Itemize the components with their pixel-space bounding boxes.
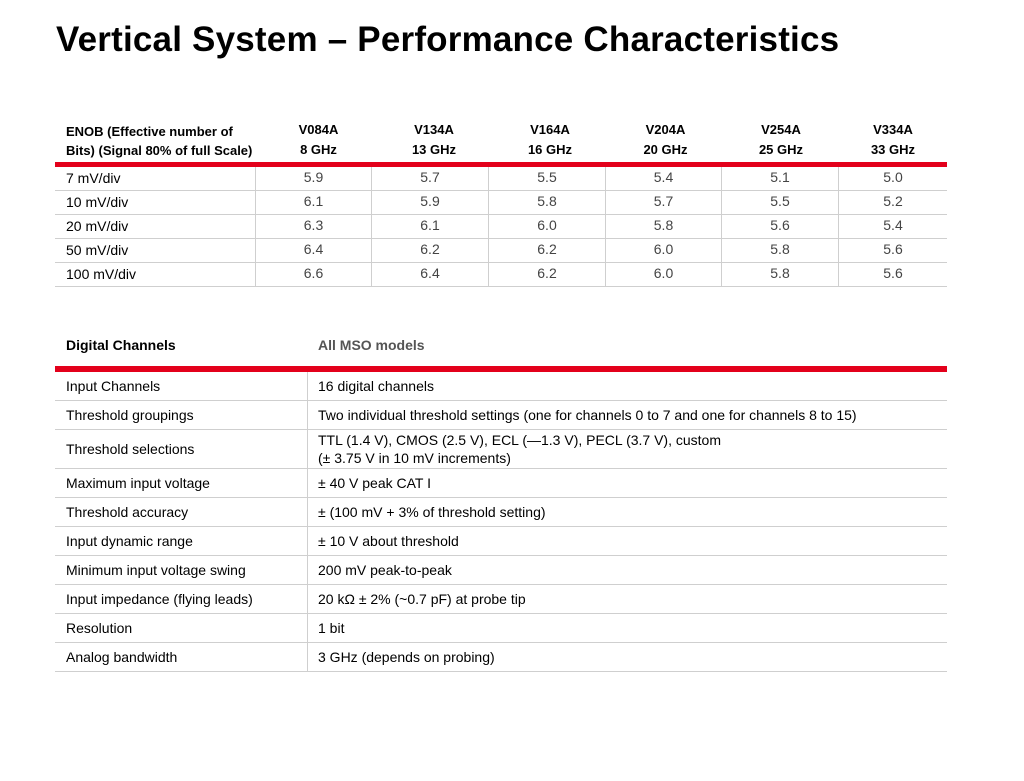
enob-value-cell: 5.2	[883, 193, 903, 209]
table-row	[55, 527, 947, 556]
table-row	[55, 191, 947, 215]
model-name: V134A	[414, 122, 454, 137]
model-column-header	[261, 118, 376, 162]
enob-value-cell: 5.8	[722, 239, 839, 262]
spec-key: Threshold accuracy	[55, 498, 308, 526]
enob-value-cell: 6.0	[606, 239, 722, 262]
spec-value-line: 20 kΩ ± 2% (~0.7 pF) at probe tip	[318, 591, 526, 607]
spec-value-line: ± 10 V about threshold	[318, 533, 459, 549]
spec-key: Maximum input voltage	[55, 469, 308, 497]
row-label: 10 mV/div	[55, 191, 256, 214]
enob-value-cell: 6.2	[489, 263, 606, 286]
model-name: V164A	[530, 122, 570, 137]
row-label: 7 mV/div	[55, 167, 256, 190]
enob-table	[55, 118, 947, 287]
enob-header-label	[55, 118, 261, 162]
enob-value-cell: 6.0	[606, 263, 722, 286]
enob-value-cell: 5.9	[372, 191, 489, 214]
table-row	[55, 239, 947, 263]
spec-value	[308, 643, 947, 671]
table-row	[55, 372, 947, 401]
enob-value-cell: 5.8	[606, 215, 722, 238]
model-name: V084A	[298, 122, 339, 137]
enob-value-cell: 5.7	[372, 167, 489, 190]
digital-channels-table	[55, 330, 947, 672]
digital-header-key: Digital Channels	[66, 337, 176, 353]
model-name: V334A	[873, 122, 913, 137]
spec-value	[308, 556, 947, 584]
enob-value-cell: 5.0	[883, 169, 903, 185]
digital-table-header	[55, 330, 947, 372]
spec-key: Resolution	[55, 614, 308, 642]
model-bandwidth: 33 GHz	[870, 142, 916, 157]
table-row	[55, 614, 947, 643]
enob-value-cell: 5.1	[722, 167, 839, 190]
enob-value-cell: 5.6	[883, 265, 903, 281]
spec-value	[308, 430, 947, 468]
table-row	[55, 643, 947, 672]
spec-value-line: ± 40 V peak CAT I	[318, 475, 431, 491]
spec-key: Input dynamic range	[55, 527, 308, 555]
spec-value-line: 200 mV peak-to-peak	[318, 562, 452, 578]
enob-value-cell: 6.6	[256, 263, 372, 286]
enob-value-cell: 6.2	[489, 239, 606, 262]
page-title: Vertical System – Performance Characteristics	[56, 20, 840, 59]
spec-value	[308, 527, 947, 555]
row-label: 20 mV/div	[55, 215, 256, 238]
digital-header-value: All MSO models	[318, 337, 425, 353]
spec-value	[308, 585, 947, 613]
model-bandwidth: 13 GHz	[411, 142, 457, 157]
model-bandwidth: 25 GHz	[758, 142, 804, 157]
enob-value-cell: 5.8	[722, 263, 839, 286]
table-row	[55, 263, 947, 287]
model-name: V204A	[645, 122, 686, 137]
model-name: V254A	[761, 122, 801, 137]
table-row	[55, 167, 947, 191]
enob-value-cell: 5.6	[883, 241, 903, 257]
enob-value-cell: 5.4	[606, 167, 722, 190]
spec-value-line: TTL (1.4 V), CMOS (2.5 V), ECL (—1.3 V), PECL (3.7 V), custom	[318, 432, 721, 448]
model-column-header	[723, 118, 839, 162]
enob-value-cell: 5.6	[722, 215, 839, 238]
enob-table-header	[55, 118, 947, 167]
enob-value-cell: 6.1	[372, 215, 489, 238]
enob-header-label-line1: ENOB (Effective number of	[66, 124, 233, 139]
spec-key: Input Channels	[55, 372, 308, 400]
table-row	[55, 469, 947, 498]
spec-value-line: Two individual threshold settings (one for channels 0 to 7 and one for channels 8 to 15)	[318, 407, 857, 423]
enob-value-cell: 6.4	[256, 239, 372, 262]
enob-table-body	[55, 167, 947, 287]
spec-key: Minimum input voltage swing	[55, 556, 308, 584]
spec-value	[308, 469, 947, 497]
enob-value-cell: 5.5	[489, 167, 606, 190]
digital-table-body	[55, 372, 947, 672]
enob-value-cell: 5.5	[722, 191, 839, 214]
enob-value-cell: 6.1	[256, 191, 372, 214]
spec-value-line: 16 digital channels	[318, 378, 434, 394]
enob-value-cell: 5.7	[606, 191, 722, 214]
model-column-header	[839, 118, 947, 162]
spec-value	[308, 372, 947, 400]
model-column-header	[608, 118, 723, 162]
table-row	[55, 430, 947, 469]
enob-value-cell: 6.2	[372, 239, 489, 262]
spec-value-line: 1 bit	[318, 620, 345, 636]
enob-value-cell: 5.4	[883, 217, 903, 233]
table-row	[55, 585, 947, 614]
enob-value-cell: 6.3	[256, 215, 372, 238]
enob-value-cell: 5.8	[489, 191, 606, 214]
enob-value-cell: 6.0	[489, 215, 606, 238]
model-bandwidth: 8 GHz	[300, 142, 337, 157]
spec-value-line: 3 GHz (depends on probing)	[318, 649, 495, 665]
table-row	[55, 215, 947, 239]
model-column-header	[376, 118, 492, 162]
enob-header-label-line2: Bits) (Signal 80% of full Scale)	[66, 143, 253, 158]
spec-value	[308, 614, 947, 642]
spec-value-line: (± 3.75 V in 10 mV increments)	[318, 450, 511, 466]
table-row	[55, 556, 947, 585]
row-label: 100 mV/div	[55, 263, 256, 286]
model-bandwidth: 20 GHz	[643, 142, 688, 157]
model-bandwidth: 16 GHz	[527, 142, 573, 157]
model-column-header	[492, 118, 608, 162]
spec-key: Analog bandwidth	[55, 643, 308, 671]
table-row	[55, 401, 947, 430]
row-label: 50 mV/div	[55, 239, 256, 262]
table-row	[55, 498, 947, 527]
spec-value	[308, 401, 947, 429]
spec-key: Threshold groupings	[55, 401, 308, 429]
enob-value-cell: 6.4	[372, 263, 489, 286]
spec-key: Threshold selections	[55, 430, 308, 468]
enob-value-cell: 5.9	[256, 167, 372, 190]
spec-key: Input impedance (flying leads)	[55, 585, 308, 613]
spec-value	[308, 498, 947, 526]
spec-value-line: ± (100 mV + 3% of threshold setting)	[318, 504, 546, 520]
